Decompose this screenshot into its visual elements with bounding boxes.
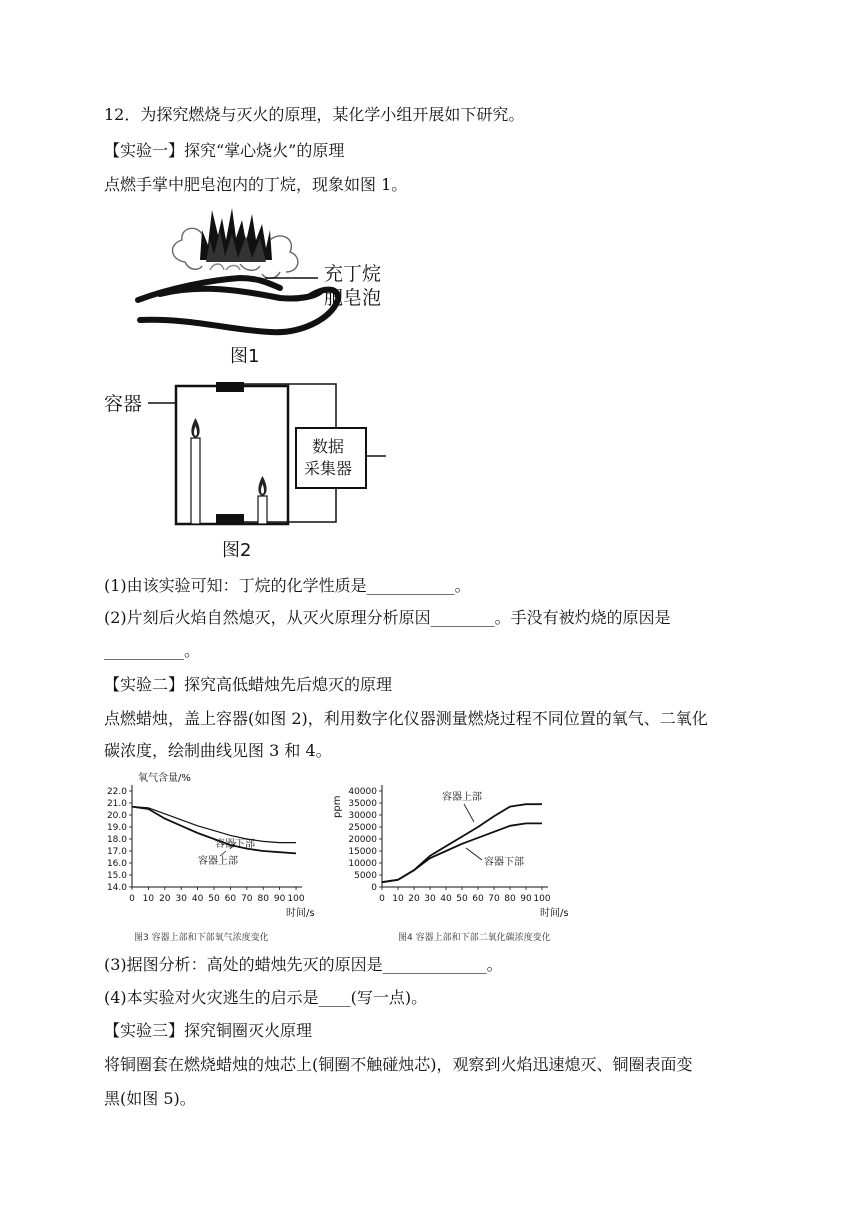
- chart4-xtick-label: 0: [379, 894, 385, 904]
- chart4-ytick-label: 35000: [348, 799, 377, 809]
- chart3-xlabel: 时间/s: [286, 908, 315, 919]
- question-3: (3)据图分析：高处的蜡烛先灭的原因是_____________。: [104, 955, 503, 974]
- chart3-xtick-label: 40: [191, 894, 204, 904]
- chart4-xtick-label: 100: [533, 894, 551, 904]
- chart4-caption: 图4 容器上部和下部二氧化碳浓度变化: [398, 933, 551, 943]
- chart4-ytick-label: 30000: [348, 811, 377, 821]
- chart3-xtick-label: 90: [273, 894, 286, 904]
- chart3-xtick-label: 70: [241, 894, 253, 904]
- exp3-desc-1: 将铜圈套在燃烧蜡烛的烛芯上(铜圈不触碰烛芯)，观察到火焰迅速熄灭、铜圈表面变: [104, 1055, 693, 1074]
- exp1-desc: 点燃手掌中肥皂泡内的丁烷，现象如图 1。: [104, 175, 408, 194]
- chart4-series-line-1: [382, 823, 542, 882]
- chart4-ytick-label: 0: [371, 883, 377, 893]
- chart4-ytick-label: 15000: [348, 847, 377, 857]
- question-intro: 12．为探究燃烧与灭火的原理，某化学小组开展如下研究。: [104, 105, 525, 124]
- chart3-xtick-label: 60: [224, 894, 237, 904]
- figure-3-oxygen-chart: [100, 768, 340, 948]
- chart3-ytick-label: 20.0: [106, 811, 127, 821]
- question-4: (4)本实验对火灾逃生的启示是____(写一点)。: [104, 988, 428, 1007]
- chart4-ytick-label: 10000: [348, 859, 377, 869]
- chart4-ytick-label: 20000: [348, 835, 377, 845]
- chart4-ytick-label: 40000: [348, 787, 377, 797]
- figure-1-hand-flame: [130, 200, 400, 368]
- chart3-ytick-label: 21.0: [106, 799, 127, 809]
- chart4-xtick-label: 80: [504, 894, 516, 904]
- chart3-xtick-label: 0: [129, 894, 135, 904]
- chart3-xtick-label: 50: [208, 894, 220, 904]
- question-1: (1)由该实验可知：丁烷的化学性质是___________。: [104, 576, 471, 595]
- chart3-ytick-label: 15.0: [106, 871, 127, 881]
- chart3-ytick-label: 17.0: [106, 847, 127, 857]
- chart4-xtick-label: 40: [440, 894, 452, 904]
- chart3-xtick-label: 10: [142, 894, 155, 904]
- fig2-container-label: 容器: [104, 393, 143, 415]
- chart3-xtick-label: 20: [159, 894, 171, 904]
- exp1-title: 【实验一】探究“掌心烧火”的原理: [104, 141, 345, 160]
- fig1-caption: 图1: [230, 346, 260, 367]
- exp2-title: 【实验二】探究高低蜡烛先后熄灭的原理: [104, 675, 393, 694]
- chart4-series-label-lower: 容器下部: [484, 857, 524, 868]
- chart3-caption: 图3 容器上部和下部氧气浓度变化: [134, 933, 269, 943]
- exp3-title: 【实验三】探究铜圈灭火原理: [104, 1021, 313, 1040]
- chart3-xtick-label: 100: [287, 894, 305, 904]
- chart4-xtick-label: 30: [424, 894, 436, 904]
- chart3-xtick-label: 80: [257, 894, 269, 904]
- figure-4-co2-chart: [324, 768, 590, 948]
- hand-icon: [138, 278, 338, 332]
- chart3-ytick-label: 22.0: [106, 787, 127, 797]
- fig2-collector-line1: 数据: [312, 437, 345, 456]
- chart4-xtick-label: 10: [392, 894, 404, 904]
- exp3-desc-2: 黑(如图 5)。: [104, 1089, 196, 1108]
- chart4-xtick-label: 20: [408, 894, 420, 904]
- chart3-ylabel: 氧气含量/%: [138, 773, 191, 784]
- chart4-xlabel: 时间/s: [540, 908, 569, 919]
- figure-2-container: [104, 372, 394, 562]
- chart3-ytick-label: 16.0: [106, 859, 127, 869]
- fig1-label-line2: 肥皂泡: [324, 287, 382, 309]
- chart4-series-label-upper: 容器上部: [442, 792, 482, 803]
- fig2-collector-line2: 采集器: [304, 459, 353, 478]
- chart3-ytick-label: 19.0: [106, 823, 127, 833]
- chart4-xtick-label: 50: [456, 894, 468, 904]
- exp2-desc-2: 碳浓度，绘制曲线见图 3 和 4。: [104, 741, 332, 760]
- exp2-desc-1: 点燃蜡烛，盖上容器(如图 2)，利用数字化仪器测量燃烧过程不同位置的氧气、二氧化: [104, 709, 708, 728]
- chart3-series-label-lower: 容器下部: [215, 839, 255, 850]
- chart4-xtick-label: 60: [472, 894, 484, 904]
- sensor-top: [216, 382, 244, 392]
- chart3-axes: [132, 785, 302, 887]
- fig1-label-line1: 充丁烷: [324, 263, 382, 285]
- chart4-ytick-label: 25000: [348, 823, 377, 833]
- fig2-caption: 图2: [222, 540, 252, 561]
- chart3-ytick-label: 18.0: [106, 835, 127, 845]
- question-2a: (2)片刻后火焰自然熄灭，从灭火原理分析原因________。手没有被灼烧的原因是: [104, 608, 671, 627]
- chart4-ytick-label: 5000: [354, 871, 377, 881]
- chart4-ylabel: ppm: [332, 795, 343, 818]
- tall-candle-icon: [191, 418, 200, 524]
- chart3-series-line-0: [132, 807, 296, 843]
- question-2b: __________。: [104, 641, 201, 660]
- chart3-xtick-label: 30: [175, 894, 187, 904]
- chart4-xtick-label: 70: [488, 894, 500, 904]
- flame-icon: [200, 208, 272, 262]
- sensor-bottom: [216, 514, 244, 524]
- chart3-ytick-label: 14.0: [106, 883, 127, 893]
- chart4-xtick-label: 90: [520, 894, 532, 904]
- chart3-series-label-upper: 容器上部: [198, 856, 238, 867]
